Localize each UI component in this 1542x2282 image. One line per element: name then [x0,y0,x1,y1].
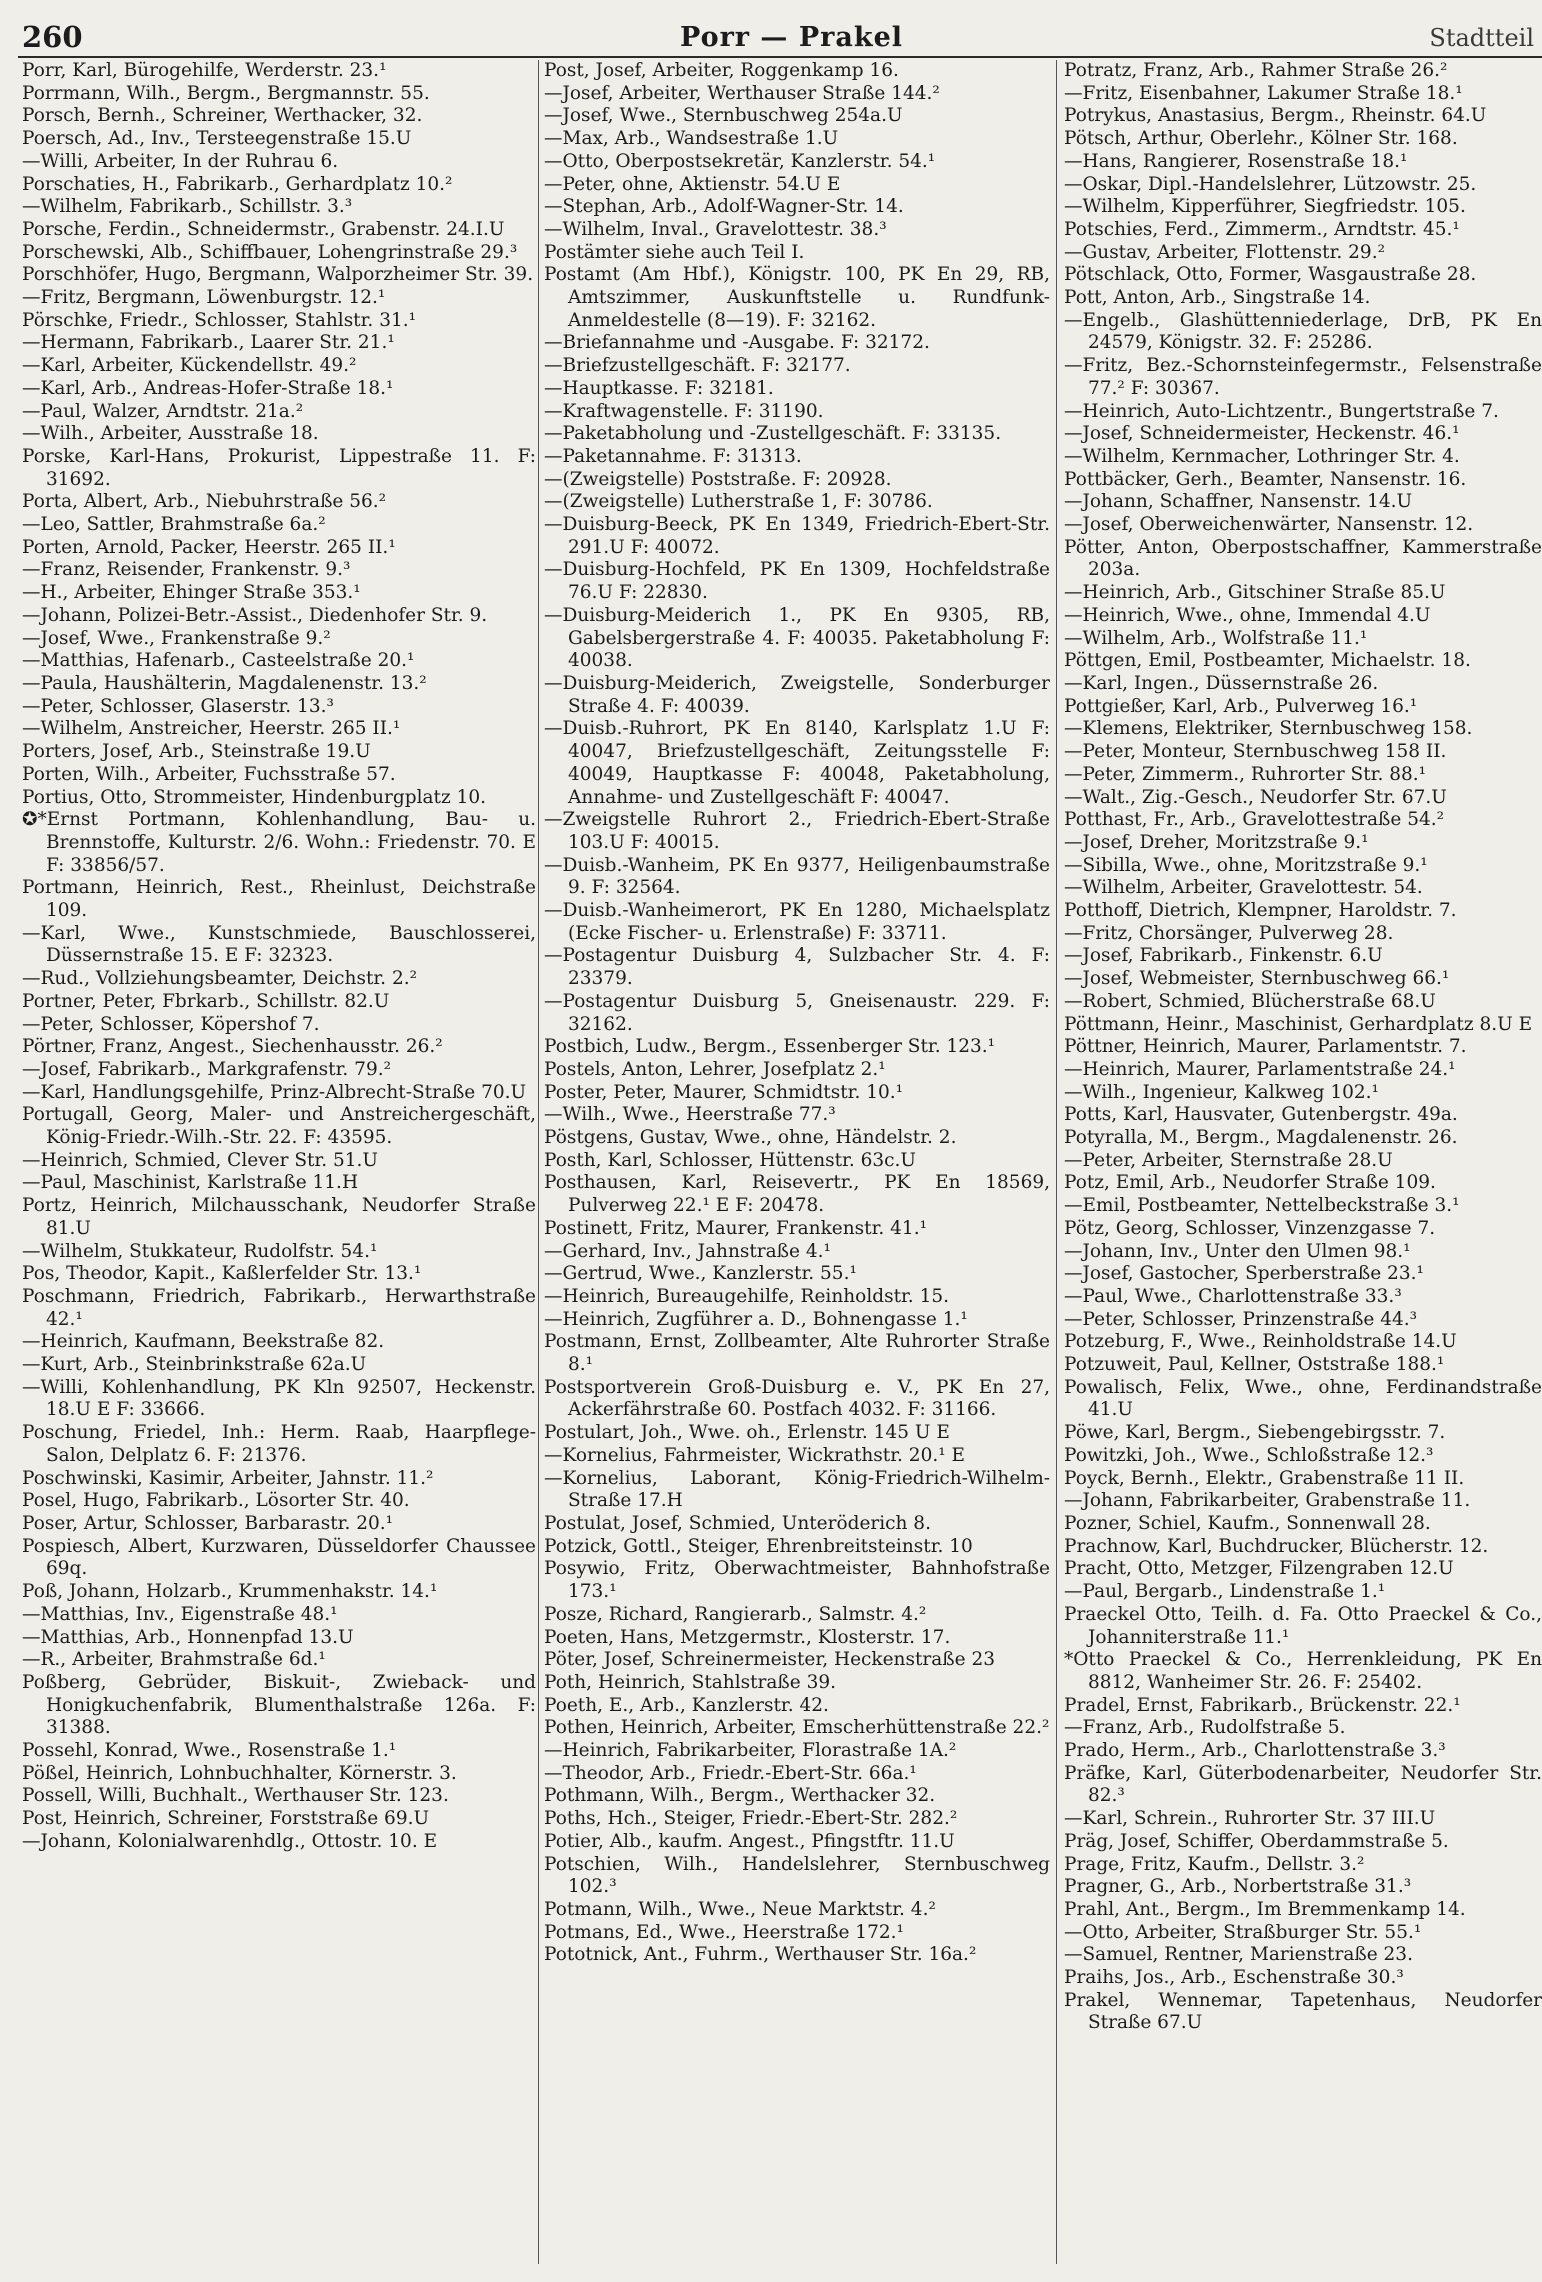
directory-entry: Pos, Theodor, Kapit., Kaßlerfelder Str. 13.¹ [22,1263,422,1285]
directory-entry: Porta, Albert, Arb., Niebuhrstraße 56.² [22,491,387,513]
directory-entry: Powalisch, Felix, Wwe., ohne, Ferdinandstraße 41.U [1064,1376,1542,1421]
directory-entry: —Wilh., Arbeiter, Ausstraße 18. [22,423,319,445]
directory-entry: Poschwinski, Kasimir, Arbeiter, Jahnstr. 11.² [22,1467,434,1489]
directory-entry: —Karl, Wwe., Kunstschmiede, Bauschlosserei, Düssernstraße 15. E F: 32323. [22,922,536,967]
directory-entry: Potts, Karl, Hausvater, Gutenbergstr. 49a. [1064,1104,1458,1126]
directory-entry: Poths, Hch., Steiger, Friedr.-Ebert-Str. 282.² [544,1808,958,1830]
directory-entry: Pötsch, Arthur, Oberlehr., Kölner Str. 168. [1064,128,1458,150]
directory-entry: Porrmann, Wilh., Bergm., Bergmannstr. 55. [22,82,430,104]
directory-entry: Poyck, Bernh., Elektr., Grabenstraße 11 II. [1064,1467,1465,1489]
directory-entry: —(Zweigstelle) Lutherstraße 1, F: 30786. [544,491,933,513]
directory-entry: —Kraftwagenstelle. F: 31190. [544,400,824,422]
directory-entry: —Briefzustellgeschäft. F: 32177. [544,355,851,377]
directory-entry: Pottgießer, Karl, Arb., Pulverweg 16.¹ [1064,695,1418,717]
directory-entry: ✪*Ernst Portmann, Kohlenhandlung, Bau- u. Brennstoffe, Kulturstr. 2/6. Wohn.: Friedenstr. 70. E F: 33856/57. [22,809,536,876]
directory-entry: —Hauptkasse. F: 32181. [544,377,774,399]
directory-entry: Pörschke, Friedr., Schlosser, Stahlstr. 31.¹ [22,309,417,331]
directory-entry: —Briefannahme und -Ausgabe. F: 32172. [544,332,930,354]
directory-entry: Pott, Anton, Arb., Singstraße 14. [1064,287,1371,309]
directory-entry: —Kornelius, Laborant, König-Friedrich-Wilhelm-Straße 17.H [544,1467,1050,1512]
directory-entry: Post, Heinrich, Schreiner, Forststraße 69.U [22,1808,430,1830]
directory-entry: Porschewski, Alb., Schiffbauer, Lohengrinstraße 29.³ [22,241,518,263]
directory-entry: Praeckel Otto, Teilh. d. Fa. Otto Praeckel & Co., Johanniterstraße 11.¹ [1064,1603,1542,1648]
directory-entry: —Gerhard, Inv., Jahnstraße 4.¹ [544,1240,831,1262]
directory-entry: Possell, Willi, Buchhalt., Werthauser Str. 123. [22,1785,449,1807]
directory-entry: —Fritz, Chorsänger, Pulverweg 28. [1064,922,1394,944]
directory-entry: Potz, Emil, Arb., Neudorfer Straße 109. [1064,1172,1436,1194]
directory-entry: —Hans, Rangierer, Rosenstraße 18.¹ [1064,150,1408,172]
directory-entry: —Postagentur Duisburg 4, Sulzbacher Str. 4. F: 23379. [544,945,1050,990]
directory-entry: —Kornelius, Fahrmeister, Wickrathstr. 20.¹ E [544,1444,966,1466]
directory-column-2 [544,60,1050,1967]
directory-entry: Powitzki, Joh., Wwe., Schloßstraße 12.³ [1064,1444,1434,1466]
directory-entry: Postels, Anton, Lehrer, Josefplatz 2.¹ [544,1058,886,1080]
directory-entry: Pototnick, Ant., Fuhrm., Werthauser Str. 16a.² [544,1944,977,1966]
directory-column-3 [1064,60,1542,2035]
directory-entry: —Matthias, Arb., Honnenpfad 13.U [22,1626,354,1648]
directory-entry: —Peter, Schlosser, Prinzenstraße 44.³ [1064,1308,1418,1330]
directory-entry: —Wilhelm, Inval., Gravelottestr. 38.³ [544,218,887,240]
directory-entry: Pospiesch, Albert, Kurzwaren, Düsseldorfer Chaussee 69q. [22,1535,536,1580]
directory-entry: —Peter, Arbeiter, Sternstraße 28.U [1064,1149,1393,1171]
column-divider [538,60,539,2264]
directory-column-1 [22,60,536,1854]
directory-entry: —Wilh., Ingenieur, Kalkweg 102.¹ [1064,1081,1379,1103]
directory-entry: Posthausen, Karl, Reisevertr., PK En 18569, Pulverweg 22.¹ E F: 20478. [544,1172,1050,1217]
directory-entry: —Fritz, Bergmann, Löwenburgstr. 12.¹ [22,287,386,309]
directory-entry: Pragner, G., Arb., Norbertstraße 31.³ [1064,1876,1412,1898]
section-label: Stadtteil [1429,24,1534,52]
directory-entry: —Kurt, Arb., Steinbrinkstraße 62a.U [22,1354,367,1376]
directory-entry: —R., Arbeiter, Brahmstraße 6d.¹ [22,1649,326,1671]
directory-entry: Prado, Herm., Arb., Charlottenstraße 3.³ [1064,1740,1446,1762]
directory-entry: Pötschlack, Otto, Former, Wasgaustraße 28. [1064,264,1477,286]
directory-entry: —Rud., Vollziehungsbeamter, Deichstr. 2.² [22,968,418,990]
directory-entry: Pöter, Josef, Schreinermeister, Heckenstraße 23 [544,1649,996,1671]
directory-entry: Poser, Artur, Schlosser, Barbarastr. 20.¹ [22,1513,394,1534]
directory-entry: —Wilhelm, Fabrikarb., Schillstr. 3.³ [22,196,353,218]
directory-entry: Poeten, Hans, Metzgermstr., Klosterstr. 17. [544,1626,951,1648]
directory-entry: Potmann, Wilh., Wwe., Neue Marktstr. 4.² [544,1898,936,1920]
directory-entry: —Franz, Arb., Rudolfstraße 5. [1064,1717,1346,1739]
directory-entry: —Paul, Maschinist, Karlstraße 11.H [22,1172,359,1194]
directory-entry: Potmans, Ed., Wwe., Heerstraße 172.¹ [544,1921,904,1943]
directory-entry: Postinett, Fritz, Maurer, Frankenstr. 41.¹ [544,1217,927,1239]
directory-entry: Potyralla, M., Bergm., Magdalenenstr. 26. [1064,1127,1458,1149]
directory-entry: —Josef, Wwe., Frankenstraße 9.² [22,627,331,649]
directory-entry: —Heinrich, Auto-Lichtzentr., Bungertstraße 7. [1064,400,1499,422]
directory-entry: —Duisb.-Wanheim, PK En 9377, Heiligenbaumstraße 9. F: 32564. [544,854,1050,899]
directory-entry: —Josef, Gastocher, Sperberstraße 23.¹ [1064,1263,1424,1285]
directory-entry: —Franz, Reisender, Frankenstr. 9.³ [22,559,351,581]
directory-entry: Porr, Karl, Bürogehilfe, Werderstr. 23.¹ [22,60,387,81]
directory-entry: —Duisb.-Wanheimerort, PK En 1280, Michaelsplatz (Ecke Fischer- u. Erlenstraße) F: 33711. [544,900,1050,944]
directory-entry: Pradel, Ernst, Fabrikarb., Brückenstr. 22.¹ [1064,1694,1461,1716]
directory-entry: Potzeburg, F., Wwe., Reinholdstraße 14.U [1064,1331,1457,1353]
directory-entry: Postmann, Ernst, Zollbeamter, Alte Ruhrorter Straße 8.¹ [544,1331,1050,1376]
directory-entry: Potthast, Fr., Arb., Gravelottestraße 54.² [1064,809,1445,831]
directory-entry: —Samuel, Rentner, Marienstraße 23. [1064,1944,1413,1966]
directory-entry: Pöwe, Karl, Bergm., Siebengebirgsstr. 7. [1064,1422,1446,1444]
directory-entry: Potzuweit, Paul, Kellner, Oststraße 188.¹ [1064,1354,1445,1376]
directory-entry: —Otto, Arbeiter, Straßburger Str. 55.¹ [1064,1921,1422,1943]
directory-entry: —Paul, Bergarb., Lindenstraße 1.¹ [1064,1581,1386,1603]
directory-entry: —Heinrich, Bureaugehilfe, Reinholdstr. 15. [544,1285,949,1307]
directory-entry: Potthoff, Dietrich, Klempner, Haroldstr. 7. [1064,900,1457,922]
directory-entry: —Zweigstelle Ruhrort 2., Friedrich-Ebert-Straße 103.U F: 40015. [544,809,1050,853]
directory-entry: Pötz, Georg, Schlosser, Vinzenzgasse 7. [1064,1217,1436,1239]
directory-entry: Porten, Arnold, Packer, Heerstr. 265 II.¹ [22,536,396,558]
directory-entry: Pöttgen, Emil, Postbeamter, Michaelstr. 18. [1064,650,1471,672]
directory-entry: —Wilhelm, Arb., Wolfstraße 11.¹ [1064,627,1368,649]
directory-entry: Pottbäcker, Gerh., Beamter, Nansenstr. 16. [1064,468,1467,490]
directory-entry: —Josef, Oberweichenwärter, Nansenstr. 12. [1064,514,1474,536]
directory-entry: Porsche, Ferdin., Schneidermstr., Grabenstr. 24.I.U [22,218,505,240]
directory-entry: —Fritz, Bez.-Schornsteinfegermstr., Felsenstraße 77.² F: 30367. [1064,355,1542,399]
directory-entry: —Willi, Kohlenhandlung, PK Kln 92507, Heckenstr. 18.U E F: 33666. [22,1376,536,1421]
directory-entry: Präg, Josef, Schiffer, Oberdammstraße 5. [1064,1830,1449,1852]
directory-entry: Potschien, Wilh., Handelslehrer, Sternbuschweg 102.³ [544,1853,1050,1898]
directory-entry: Pracht, Otto, Metzger, Filzengraben 12.U [1064,1558,1454,1580]
directory-entry: —Emil, Postbeamter, Nettelbeckstraße 3.¹ [1064,1195,1460,1217]
directory-entry: Portius, Otto, Strommeister, Hindenburgplatz 10. [22,786,487,808]
directory-entry: —Heinrich, Kaufmann, Beekstraße 82. [22,1331,385,1353]
directory-entry: —Heinrich, Arb., Gitschiner Straße 85.U [1064,582,1446,604]
directory-entry: —Karl, Ingen., Düssernstraße 26. [1064,672,1379,694]
directory-entry: —Josef, Fabrikarb., Finkenstr. 6.U [1064,945,1383,967]
directory-entry: —Klemens, Elektriker, Sternbuschweg 158. [1064,718,1473,740]
directory-entry: —Duisburg-Meiderich, Zweigstelle, Sonderburger Straße 4. F: 40039. [544,672,1050,717]
directory-entry: —Johann, Schaffner, Nansenstr. 14.U [1064,491,1413,513]
directory-entry: —Duisburg-Meiderich 1., PK En 9305, RB, Gabelsbergerstraße 4. F: 40035. Paketabholung F: 40038. [544,604,1050,672]
directory-entry: —Wilhelm, Stukkateur, Rudolfstr. 54.¹ [22,1240,378,1262]
directory-entry: —Leo, Sattler, Brahmstraße 6a.² [22,514,326,536]
directory-entry: —Wilh., Wwe., Heerstraße 77.³ [544,1104,836,1126]
directory-entry: —Peter, Zimmerm., Ruhrorter Str. 88.¹ [1064,763,1427,785]
directory-entry: Pößel, Heinrich, Lohnbuchhalter, Körnerstr. 3. [22,1762,457,1784]
directory-entry: Porters, Josef, Arb., Steinstraße 19.U [22,741,371,763]
directory-entry: Posel, Hugo, Fabrikarb., Lösorter Str. 40. [22,1490,410,1512]
directory-entry: Poschung, Friedel, Inh.: Herm. Raab, Haarpflege-Salon, Delplatz 6. F: 21376. [22,1422,536,1466]
directory-entry: Poersch, Ad., Inv., Tersteegenstraße 15.U [22,128,412,150]
directory-entry: Pothmann, Wilh., Bergm., Werthacker 32. [544,1785,936,1807]
directory-entry: —Hermann, Fabrikarb., Laarer Str. 21.¹ [22,332,395,354]
directory-entry: Praihs, Jos., Arb., Eschenstraße 30.³ [1064,1967,1404,1989]
directory-entry: —Duisburg-Beeck, PK En 1349, Friedrich-Ebert-Str. 291.U F: 40072. [544,514,1050,558]
directory-entry: Potzick, Gottl., Steiger, Ehrenbreitsteinstr. 10 [544,1535,973,1557]
directory-entry: Porten, Wilh., Arbeiter, Fuchsstraße 57. [22,763,396,785]
directory-entry: —Josef, Dreher, Moritzstraße 9.¹ [1064,831,1369,853]
directory-entry: —Wilhelm, Kernmacher, Lothringer Str. 4. [1064,445,1460,467]
directory-entry: Posth, Karl, Schlosser, Hüttenstr. 63c.U [544,1149,916,1171]
directory-entry: —Paul, Walzer, Arndtstr. 21a.² [22,400,304,422]
directory-entry: Postbich, Ludw., Bergm., Essenberger Str. 123.¹ [544,1036,996,1058]
directory-entry: *Otto Praeckel & Co., Herrenkleidung, PK En 8812, Wanheimer Str. 26. F: 25402. [1064,1649,1542,1693]
directory-entry: —Matthias, Hafenarb., Casteelstraße 20.¹ [22,650,415,672]
directory-entry: —Johann, Fabrikarbeiter, Grabenstraße 11. [1064,1490,1471,1512]
directory-entry: —Walt., Zig.-Gesch., Neudorfer Str. 67.U [1064,786,1447,808]
directory-entry: —Max, Arb., Wandsestraße 1.U [544,128,839,150]
directory-entry: —Paketannahme. F: 31313. [544,445,802,467]
directory-entry: Portner, Peter, Fbrkarb., Schillstr. 82.U [22,990,390,1012]
directory-entry: Pötter, Anton, Oberpostschaffner, Kammerstraße 203a. [1064,536,1542,581]
directory-entry: Portugall, Georg, Maler- und Anstreichergeschäft, König-Friedr.-Wilh.-Str. 22. F: 43595. [22,1104,536,1149]
column-divider [1056,60,1057,2264]
directory-entry: Posze, Richard, Rangierarb., Salmstr. 4.² [544,1603,927,1625]
directory-entry: Posywio, Fritz, Oberwachtmeister, Bahnhofstraße 173.¹ [544,1558,1050,1603]
directory-entry: —Oskar, Dipl.-Handelslehrer, Lützowstr. 25. [1064,173,1477,195]
running-title: Porr — Prakel [680,22,904,53]
directory-entry: Porsch, Bernh., Schreiner, Werthacker, 32. [22,105,423,127]
directory-entry: —Karl, Arbeiter, Kückendellstr. 49.² [22,355,357,377]
directory-entry: Prahl, Ant., Bergm., Im Bremmenkamp 14. [1064,1898,1466,1920]
directory-entry: —Josef, Webmeister, Sternbuschweg 66.¹ [1064,968,1450,990]
directory-entry: Potier, Alb., kaufm. Angest., Pfingstftr. 11.U [544,1830,955,1852]
directory-entry: Pöttner, Heinrich, Maurer, Parlamentstr. 7. [1064,1036,1467,1058]
directory-entry: Postämter siehe auch Teil I. [544,241,805,263]
directory-entry: Poschmann, Friedrich, Fabrikarb., Herwarthstraße 42.¹ [22,1285,536,1330]
directory-entry: —Wilhelm, Kipperführer, Siegfriedstr. 105. [1064,196,1466,218]
directory-entry: Portz, Heinrich, Milchausschank, Neudorfer Straße 81.U [22,1195,536,1239]
directory-entry: Potrykus, Anastasius, Bergm., Rheinstr. 64.U [1064,105,1487,127]
directory-entry: —Theodor, Arb., Friedr.-Ebert-Str. 66a.¹ [544,1762,917,1784]
directory-entry: —Heinrich, Zugführer a. D., Bohnengasse 1.¹ [544,1308,968,1330]
directory-entry: Poeth, E., Arb., Kanzlerstr. 42. [544,1694,829,1716]
directory-entry: Poth, Heinrich, Stahlstraße 39. [544,1671,837,1693]
directory-entry: Porske, Karl-Hans, Prokurist, Lippestraße 11. F: 31692. [22,445,536,490]
directory-entry: —Josef, Arbeiter, Werthauser Straße 144.² [544,82,940,104]
directory-entry: Postulat, Josef, Schmied, Unteröderich 8. [544,1513,931,1534]
directory-entry: —(Zweigstelle) Poststraße. F: 20928. [544,468,892,490]
directory-entry: —Johann, Polizei-Betr.-Assist., Diedenhofer Str. 9. [22,604,488,626]
directory-entry: —Heinrich, Schmied, Clever Str. 51.U [22,1149,379,1171]
directory-entry: Possehl, Konrad, Wwe., Rosenstraße 1.¹ [22,1740,397,1762]
directory-entry: —Wilhelm, Arbeiter, Gravelottestr. 54. [1064,877,1423,899]
directory-entry: Prage, Fritz, Kaufm., Dellstr. 3.² [1064,1853,1365,1875]
directory-entry: —Karl, Handlungsgehilfe, Prinz-Albrecht-Straße 70.U [22,1081,527,1103]
directory-entry: —Wilhelm, Anstreicher, Heerstr. 265 II.¹ [22,718,401,740]
directory-entry: —Duisb.-Ruhrort, PK En 8140, Karlsplatz 1.U F: 40047, Briefzustellgeschäft, Zeitungsstelle F: 40049, Hauptkasse F: 40048, Paketabholung, Annahme- und Zustellgeschäft F: 40047. [544,718,1050,808]
directory-entry: —Heinrich, Fabrikarbeiter, Florastraße 1A.² [544,1740,957,1762]
directory-entry: Postulart, Joh., Wwe. oh., Erlenstr. 145 U E [544,1422,950,1444]
directory-entry: Prakel, Wennemar, Tapetenhaus, Neudorfer Straße 67.U [1064,1989,1542,2034]
directory-entry: Poß, Johann, Holzarb., Krummenhakstr. 14.¹ [22,1581,438,1603]
directory-entry: Post, Josef, Arbeiter, Roggenkamp 16. [544,60,899,81]
directory-entry: —Heinrich, Maurer, Parlamentstraße 24.¹ [1064,1058,1456,1080]
directory-entry: Poßberg, Gebrüder, Biskuit-, Zwieback- und Honigkuchenfabrik, Blumenthalstraße 126a. F: 31388. [22,1671,536,1739]
directory-entry: Pozner, Schiel, Kaufm., Sonnenwall 28. [1064,1513,1431,1534]
directory-entry: Pöttmann, Heinr., Maschinist, Gerhardplatz 8.U E [1064,1013,1533,1035]
directory-entry: —Gustav, Arbeiter, Flottenstr. 29.² [1064,241,1385,263]
directory-entry: —Paketabholung und -Zustellgeschäft. F: 33135. [544,423,1002,445]
directory-entry: —Engelb., Glashüttenniederlage, DrB, PK En 24579, Königstr. 32. F: 25286. [1064,309,1542,354]
directory-entry: —Josef, Wwe., Sternbuschweg 254a.U [544,105,903,127]
directory-entry: —Gertrud, Wwe., Kanzlerstr. 55.¹ [544,1263,857,1285]
directory-entry: Portmann, Heinrich, Rest., Rheinlust, Deichstraße 109. [22,877,536,922]
directory-entry: —Postagentur Duisburg 5, Gneisenaustr. 229. F: 32162. [544,990,1050,1035]
directory-entry: Potratz, Franz, Arb., Rahmer Straße 26.² [1064,60,1448,81]
page-number: 260 [22,20,83,54]
directory-entry: —Willi, Arbeiter, In der Ruhrau 6. [22,150,339,172]
directory-entry: —Peter, Schlosser, Köpershof 7. [22,1013,320,1035]
directory-entry: —Karl, Schrein., Ruhrorter Str. 37 III.U [1064,1808,1436,1830]
directory-entry: —Paul, Wwe., Charlottenstraße 33.³ [1064,1285,1402,1307]
directory-entry: Pöstgens, Gustav, Wwe., ohne, Händelstr. 2. [544,1127,957,1149]
directory-entry: —Stephan, Arb., Adolf-Wagner-Str. 14. [544,196,904,218]
directory-entry: Pothen, Heinrich, Arbeiter, Emscherhüttenstraße 22.² [544,1717,1050,1739]
directory-entry: —Matthias, Inv., Eigenstraße 48.¹ [22,1603,338,1625]
directory-entry: —Heinrich, Wwe., ohne, Immendal 4.U [1064,604,1431,626]
header-rule [18,56,1542,58]
directory-entry: —Paula, Haushälterin, Magdalenenstr. 13.² [22,672,427,694]
directory-entry: —Peter, Schlosser, Glaserstr. 13.³ [22,695,334,717]
directory-entry: Pörtner, Franz, Angest., Siechenhausstr. 26.² [22,1036,443,1058]
directory-entry: —Peter, Monteur, Sternbuschweg 158 II. [1064,741,1447,763]
page-header [0,14,1542,58]
directory-entry: —Otto, Oberpostsekretär, Kanzlerstr. 54.¹ [544,150,936,172]
directory-entry: —Robert, Schmied, Blücherstraße 68.U [1064,990,1436,1012]
directory-entry: Porschaties, H., Fabrikarb., Gerhardplatz 10.² [22,173,453,195]
directory-entry: —Johann, Inv., Unter den Ulmen 98.¹ [1064,1240,1411,1262]
directory-entry: —Johann, Kolonialwarenhdlg., Ottostr. 10. E [22,1830,438,1852]
directory-entry: —Sibilla, Wwe., ohne, Moritzstraße 9.¹ [1064,854,1428,876]
directory-entry: —Fritz, Eisenbahner, Lakumer Straße 18.¹ [1064,82,1463,104]
directory-entry: —Josef, Fabrikarb., Markgrafenstr. 79.² [22,1058,392,1080]
directory-entry: Poster, Peter, Maurer, Schmidtstr. 10.¹ [544,1081,904,1103]
directory-entry: —Karl, Arb., Andreas-Hofer-Straße 18.¹ [22,377,394,399]
directory-entry: —H., Arbeiter, Ehinger Straße 353.¹ [22,582,361,604]
directory-entry: —Josef, Schneidermeister, Heckenstr. 46.¹ [1064,423,1460,445]
directory-entry: Potschies, Ferd., Zimmerm., Arndtstr. 45.¹ [1064,218,1460,240]
directory-entry: Prachnow, Karl, Buchdrucker, Blücherstr. 12. [1064,1535,1489,1557]
directory-entry: —Duisburg-Hochfeld, PK En 1309, Hochfeldstraße 76.U F: 22830. [544,559,1050,604]
directory-entry: Postsportverein Groß-Duisburg e. V., PK En 27, Ackerfährstraße 60. Postfach 4032. F: 31166. [544,1376,1050,1421]
directory-entry: —Peter, ohne, Aktienstr. 54.U E [544,173,841,195]
directory-entry: Postamt (Am Hbf.), Königstr. 100, PK En 29, RB, Amtszimmer, Auskunftstelle u. Rundfunk-Anmeldestelle (8—19). F: 32162. [544,264,1050,331]
directory-entry: Porschhöfer, Hugo, Bergmann, Walporzheimer Str. 39. [22,264,534,286]
directory-entry: Präfke, Karl, Güterbodenarbeiter, Neudorfer Str. 82.³ [1064,1762,1542,1807]
